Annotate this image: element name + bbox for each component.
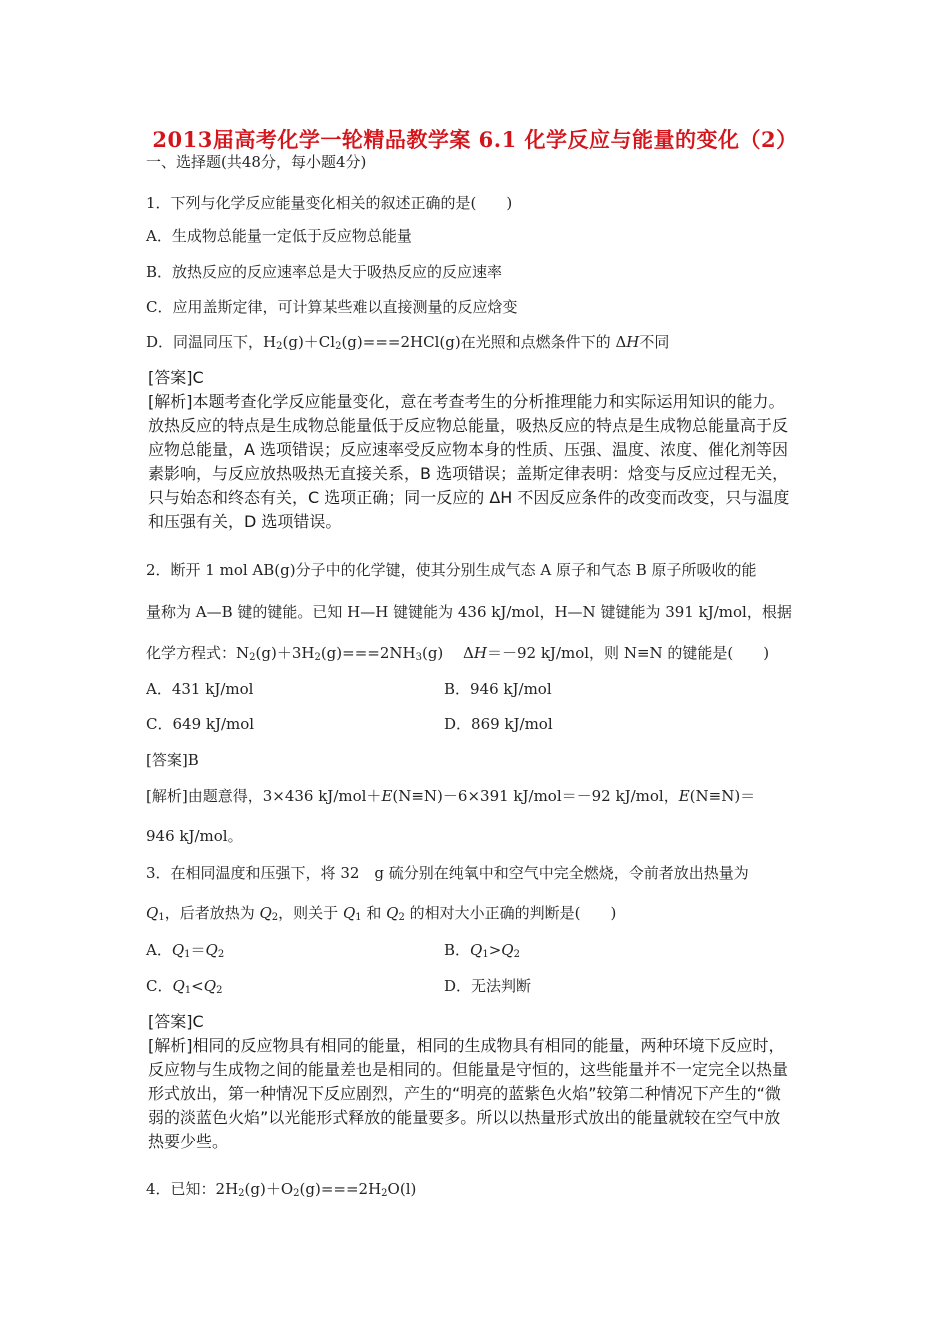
q1-option-b: B．放热反应的反应速率总是大于吸热反应的反应速率 [146, 263, 503, 281]
q3-analysis-line: 形式放出，第一种情况下反应剧烈，产生的“明亮的蓝紫色火焰”较第二种情况下产生的“微 [148, 1084, 781, 1103]
q3-stem-line-1: 3．在相同温度和压强下，将 32 g 硫分别在纯氧中和空气中完全燃烧，令前者放出热量为 [146, 864, 749, 882]
q3-option-d: D．无法判断 [444, 977, 532, 995]
section-heading: 一、选择题(共48分，每小题4分) [146, 153, 367, 171]
q3-analysis-line: 热要少些。 [148, 1132, 229, 1151]
q2-option-c: C．649 kJ/mol [146, 715, 255, 733]
q3-answer-block [148, 1010, 828, 1154]
q2-stem-line-2: 量称为 A—B 键的键能。已知 H—H 键键能为 436 kJ/mol，H—N 键键能为 391 kJ/mol，根据 [146, 603, 792, 621]
q2-analysis-line-1: [解析]由题意得，3×436 kJ/mol＋E(N≡N)－6×391 kJ/mol＝－92 kJ/mol，E(N≡N)＝ [146, 787, 756, 805]
q1-stem: 1．下列与化学反应能量变化相关的叙述正确的是( ) [146, 194, 513, 212]
q2-option-b: B．946 kJ/mol [444, 680, 552, 698]
q3-analysis-line: [解析]相同的反应物具有相同的能量，相同的生成物具有相同的能量，两种环境下反应时， [148, 1036, 785, 1055]
q1-analysis-line: 素影响，与反应放热吸热无直接关系，B 选项错误；盖斯定律表明：焓变与反应过程无关， [148, 464, 789, 483]
q1-option-d: D．同温同压下，$H_2(g)+Cl_2(g)===2HCl(g)$在光照和点燃条件下的 ΔH不同 [146, 333, 670, 352]
q1-option-a: A．生成物总能量一定低于反应物总能量 [146, 227, 412, 245]
q3-option-a: A．$Q_1=Q_2$ [146, 941, 225, 960]
q1-analysis-line: 只与始态和终态有关，C 选项正确；同一反应的 ΔH 不因反应条件的改变而改变，只与温度 [148, 488, 790, 507]
q1-analysis-line: 应物总能量，A 选项错误；反应速率受反应物本身的性质、压强、温度、浓度、催化剂等因 [148, 440, 789, 459]
q1-option-c: C．应用盖斯定律，可计算某些难以直接测量的反应焓变 [146, 298, 518, 316]
q3-option-c: C．$Q_1<Q_2$ [146, 977, 223, 996]
q1-analysis-line: [解析]本题考查化学反应能量变化，意在考查考生的分析推理能力和实际运用知识的能力。 [148, 392, 785, 411]
q1-analysis-line: 和压强有关，D 选项错误。 [148, 512, 342, 531]
q2-option-a: A．431 kJ/mol [146, 680, 254, 698]
q4-stem: 4．已知：$2H_2(g)+O_2(g)===2H_2O(l)$ [146, 1180, 417, 1199]
document-title: 2013届高考化学一轮精品教学案 6.1 化学反应与能量的变化（2） [152, 127, 798, 152]
q2-analysis-line-2: 946 kJ/mol。 [146, 827, 243, 845]
q2-answer: [答案]B [146, 751, 199, 769]
q2-stem-line-3: 化学方程式：$N_2(g)+3H_2(g)===2NH_3(g)$ ΔH＝－92 kJ/mol，则 N≡N 的键能是( ) [146, 644, 770, 663]
q1-answer-block [148, 366, 828, 534]
q3-analysis-line: 反应物与生成物之间的能量差也是相同的。但能量是守恒的，这些能量并不一定完全以热量 [148, 1060, 789, 1079]
q3-stem-line-2: $Q_1$，后者放热为 $Q_2$，则关于 $Q_1$ 和 $Q_2$ 的相对大小正确的判断是( ) [146, 904, 617, 923]
q3-analysis-line: 弱的淡蓝色火焰”以光能形式释放的能量要多。所以以热量形式放出的能量就较在空气中放 [148, 1108, 781, 1127]
q1-answer: [答案]C [148, 368, 204, 387]
q2-option-d: D．869 kJ/mol [444, 715, 553, 733]
q3-option-b: B．$Q_1>Q_2$ [444, 941, 520, 960]
q3-answer: [答案]C [148, 1012, 204, 1031]
q2-stem-line-1: 2．断开 1 mol AB(g)分子中的化学键，使其分别生成气态 A 原子和气态 B 原子所吸收的能 [146, 561, 757, 579]
q1-analysis-line: 放热反应的特点是生成物总能量低于反应物总能量，吸热反应的特点是生成物总能量高于反 [148, 416, 789, 435]
